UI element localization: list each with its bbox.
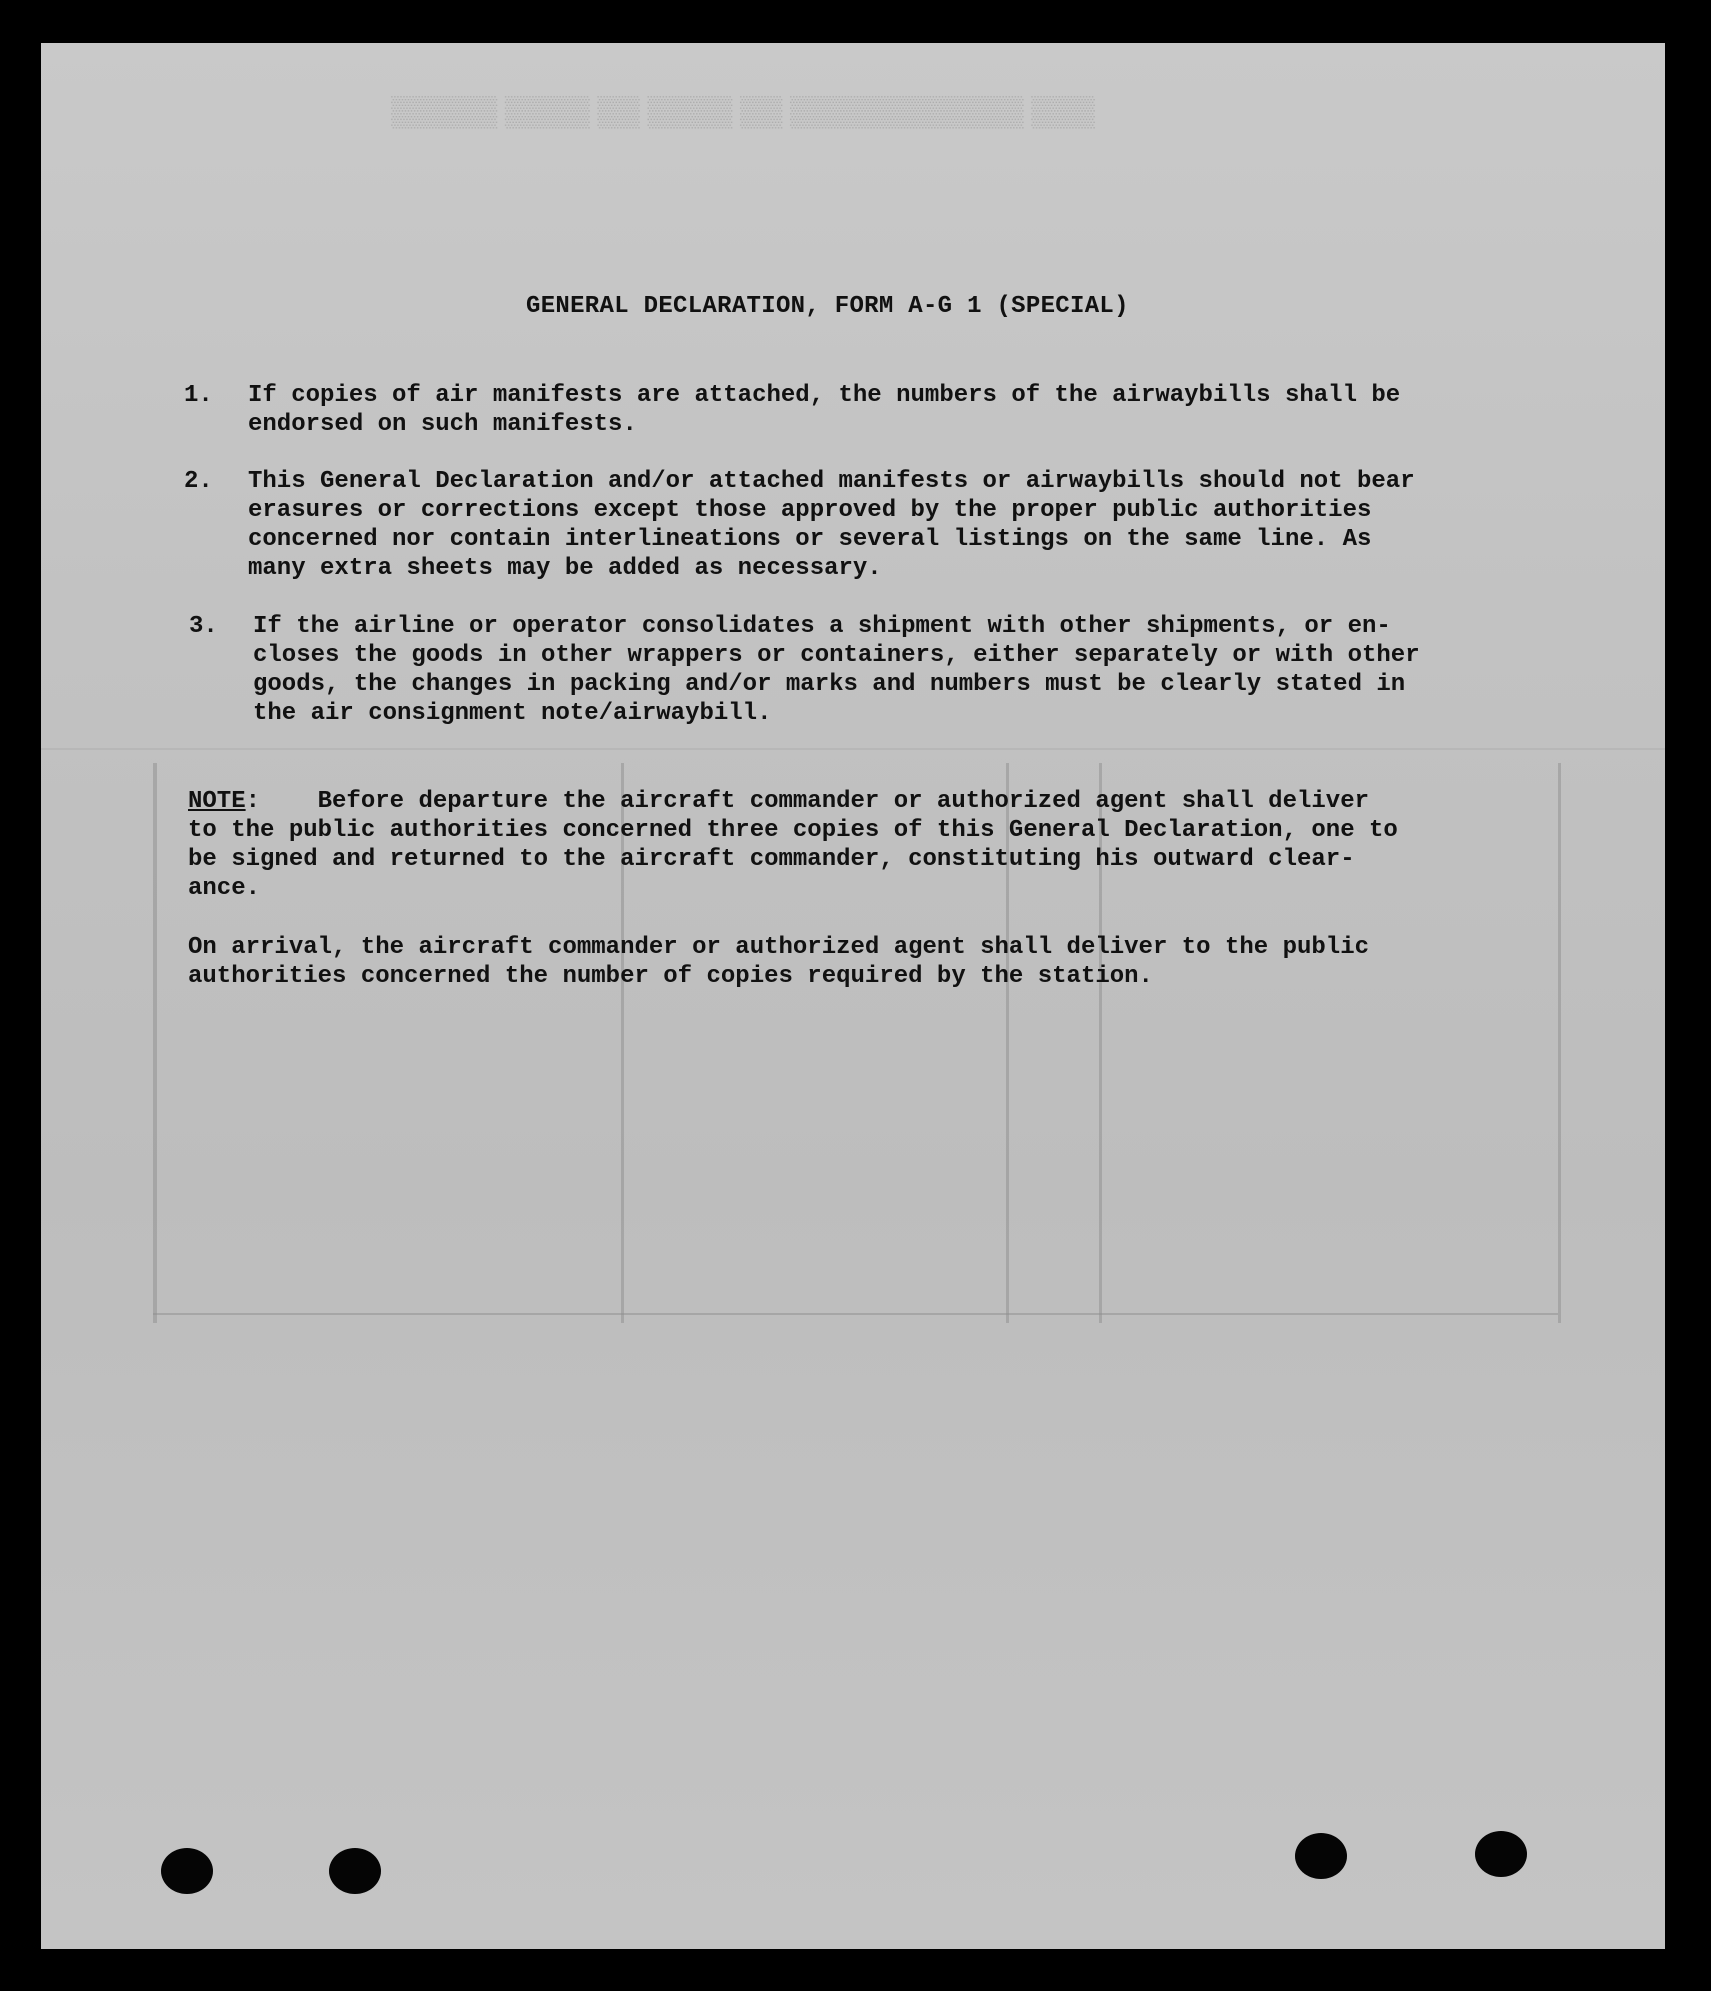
- item-line: the air consignment note/airwaybill.: [253, 700, 772, 727]
- arrival-line: authorities concerned the number of copies required by the station.: [188, 963, 1153, 990]
- note-text: Before departure the aircraft commander or authorized agent shall deliver: [317, 788, 1369, 815]
- item-number: 2.: [184, 468, 213, 495]
- note-label: NOTE: [188, 788, 246, 815]
- item-line: many extra sheets may be added as necessary.: [248, 555, 882, 582]
- note-line: ance.: [188, 875, 261, 902]
- note-line: NOTE: Before departure the aircraft commander or authorized agent shall deliver: [188, 788, 1369, 815]
- show-through-header: ▒▒▒ ▒▒▒▒▒▒▒▒▒▒▒ ▒▒ ▒▒▒▒ ▒▒ ▒▒▒▒ ▒▒▒▒▒: [391, 95, 1095, 128]
- item-number: 1.: [184, 382, 213, 409]
- item-number: 3.: [189, 613, 218, 640]
- item-line: erasures or corrections except those approved by the proper public authorities: [248, 497, 1372, 524]
- document-sheet: [41, 43, 1665, 1949]
- note-line: to the public authorities concerned three copies of this General Declaration, one to: [188, 817, 1398, 844]
- item-line: endorsed on such manifests.: [248, 411, 637, 438]
- punch-hole: [1295, 1833, 1347, 1879]
- item-text: [248, 381, 1400, 439]
- show-through-rule: [153, 763, 157, 1323]
- punch-hole: [161, 1848, 213, 1894]
- item-line: This General Declaration and/or attached manifests or airwaybills should not bear: [248, 468, 1415, 495]
- item-line: If copies of air manifests are attached, the numbers of the airwaybills shall be: [248, 382, 1401, 409]
- item-text: [253, 612, 1420, 728]
- note-line: be signed and returned to the aircraft commander, constituting his outward clear-: [188, 846, 1355, 873]
- item-line: concerned nor contain interlineations or several listings on the same line. As: [248, 526, 1372, 553]
- item-line: goods, the changes in packing and/or marks and numbers must be clearly stated in: [253, 671, 1406, 698]
- show-through-rule: [153, 1313, 1558, 1315]
- punch-hole: [1475, 1831, 1527, 1877]
- item-line: closes the goods in other wrappers or containers, either separately or with other: [253, 642, 1420, 669]
- page-title: GENERAL DECLARATION, FORM A-G 1 (SPECIAL): [526, 293, 1129, 320]
- arrival-line: On arrival, the aircraft commander or authorized agent shall deliver to the public: [188, 934, 1369, 961]
- punch-hole: [329, 1848, 381, 1894]
- item-text: [248, 467, 1415, 583]
- note-block: [188, 787, 1528, 903]
- arrival-block: [188, 933, 1528, 991]
- show-through-rule: [1558, 763, 1561, 1323]
- fold-line: [41, 748, 1665, 750]
- item-line: If the airline or operator consolidates a shipment with other shipments, or en-: [253, 613, 1391, 640]
